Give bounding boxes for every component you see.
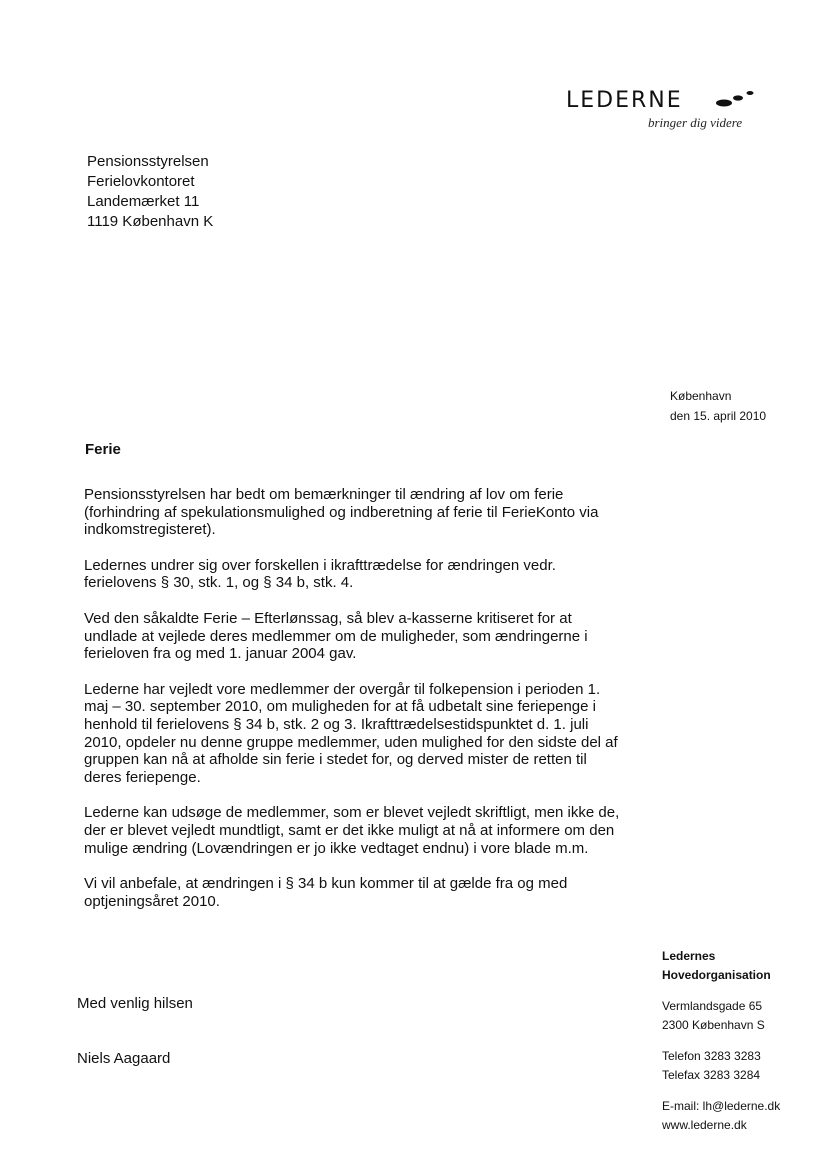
letter-subject: Ferie [85, 441, 121, 458]
body-paragraph: Vi vil anbefale, at ændringen i § 34 b kun kommer til at gælde fra og med optjeningsåret 2010. [84, 875, 568, 910]
body-paragraph: Ledernes undrer sig over forskellen i ikrafttrædelse for ændringen vedr. ferielovens § 30, stk. 1, og § 34 b, stk. 4. [84, 556, 556, 592]
body-paragraph: Lederne har vejledt vore medlemmer der overgår til folkepension i perioden 1. maj – 30. september 2010, om muligheden for at få udbetalt sine feriepenge i henhold til ferielovens § 34 b, stk. 2 og 3. Ikrafttrædelsestidspunktet d. 1. juli 2010, opdeler nu denne gruppe medlemmer, uden mulighed for den sidste del af gruppen kan nå at afholde sin ferie i stedet for, og derved mister de retten til deres feriepenge. [84, 680, 618, 786]
dateline-date: den 15. april 2010 [670, 409, 767, 423]
fax-number: Telefax 3283 3284 [662, 1068, 761, 1082]
org-name: Ledernes [662, 949, 716, 963]
body-paragraph: Lederne kan udsøge de medlemmer, som er blevet vejledt skriftligt, men ikke de, der er blevet vejledt mundtligt, samt er det ikke muligt at nå at informere om den mulige ændring (Lovændringen er jo ikke vedtaget endnu) i vore blade m.m. [84, 804, 620, 857]
letter-body [84, 486, 624, 928]
body-paragraph: Pensionsstyrelsen har bedt om bemærkninger til ændring af lov om ferie (forhindring af spekulationsmulighed og indberetning af ferie til FerieKonto via indkomstregisteret). [84, 486, 599, 539]
closing-salutation: Med venlig hilsen [77, 995, 193, 1012]
address-line: 1119 København K [87, 213, 214, 230]
org-name: Hovedorganisation [662, 968, 771, 982]
dateline [670, 386, 766, 426]
address-line: Landemærket 11 [87, 193, 200, 210]
street-address: Vermlandsgade 65 [662, 999, 763, 1013]
address-line: Ferielovkontoret [87, 173, 195, 190]
city-address: 2300 København S [662, 1018, 765, 1032]
lederne-logo [566, 88, 786, 138]
recipient-address [87, 152, 213, 232]
phone-number: Telefon 3283 3283 [662, 1049, 761, 1063]
logo-dots-icon [714, 88, 774, 112]
signature-name: Niels Aagaard [77, 1050, 171, 1067]
logo-tagline: bringer dig videre [648, 115, 743, 130]
logo-wordmark: LEDERNE [566, 88, 683, 113]
body-paragraph: Ved den såkaldte Ferie – Efterlønssag, så blev a-kasserne kritiseret for at undlade at vejlede deres medlemmer om de muligheder, som ændringerne i ferieloven fra og med 1. januar 2004 gav. [84, 609, 588, 663]
dateline-place: København [670, 389, 732, 403]
sender-info [662, 947, 780, 1135]
email-link[interactable]: E-mail: lh@lederne.dk [662, 1099, 781, 1113]
address-line: Pensionsstyrelsen [87, 153, 209, 170]
website-link[interactable]: www.lederne.dk [662, 1118, 747, 1132]
